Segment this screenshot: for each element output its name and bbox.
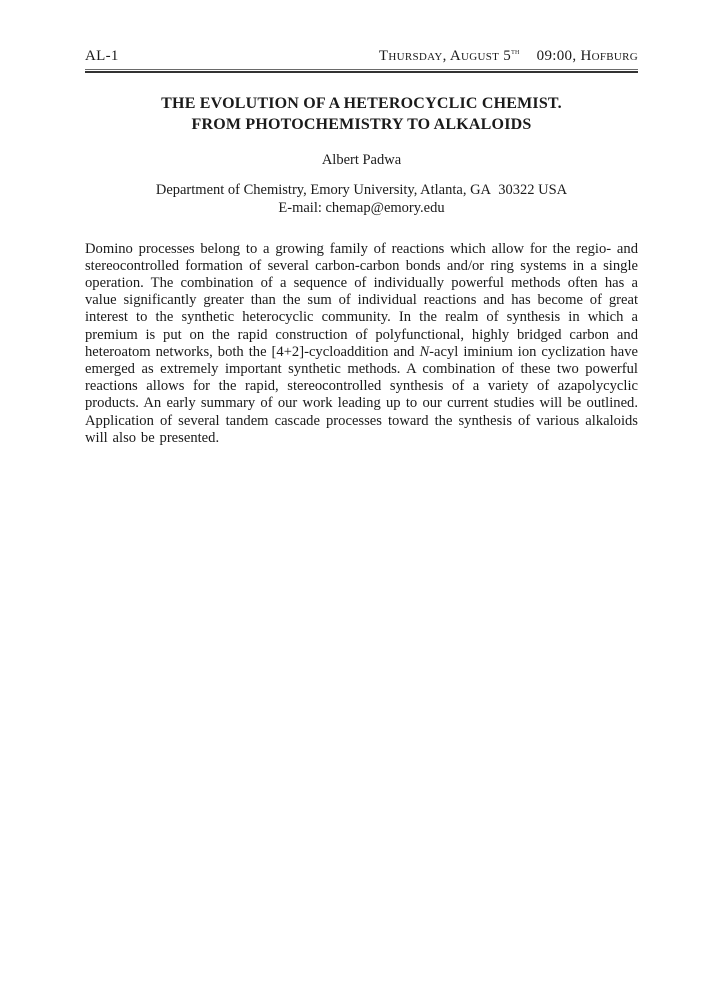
paper-title — [85, 93, 638, 135]
session-code: AL-1 — [85, 48, 119, 64]
session-datetime — [379, 48, 638, 65]
author-name: Albert Padwa — [321, 151, 402, 168]
header-rule-divider — [85, 69, 638, 73]
author-affiliation: Department of Chemistry, Emory University, Atlanta, GA 30322 USA — [155, 181, 568, 198]
page-header — [85, 48, 638, 65]
title-line-1: THE EVOLUTION OF A HETEROCYCLIC CHEMIST. — [161, 94, 562, 112]
abstract-paragraph: Domino processes belong to a growing family of reactions which allow for the regio- and stereocontrolled formation of several carbon-carbon bonds and/or ring systems in a single operation. The combination of a sequence of individually powerful methods often has a value significantly greater than the sum of individual reactions and has become of great interest to the synthetic heterocyclic community. In the realm of synthesis in which a premium is put on the rapid construction of polyfunctional, highly bridged carbon and heteroatom networks, both the [4+2]-cycloaddition and N-acyl iminium ion cyclization have emerged as extremely important synthetic methods. A combination of these two powerful reactions allows for the rapid, stereocontrolled synthesis of a variety of azapolycyclic products. An early summary of our work leading up to our current studies will be outlined. Application of several tandem cascade processes toward the synthesis of various alkaloids will also be presented. — [85, 240, 638, 446]
session-date: Thursday, August 5 — [378, 48, 512, 64]
title-line-2: FROM PHOTOCHEMISTRY TO ALKALOIDS — [191, 115, 532, 133]
author-email: E-mail: chemap@emory.edu — [278, 200, 445, 216]
session-time-location: 09:00, Hofburg — [536, 48, 638, 64]
date-ordinal-suffix: th — [511, 46, 520, 56]
affiliation-block — [85, 181, 638, 218]
